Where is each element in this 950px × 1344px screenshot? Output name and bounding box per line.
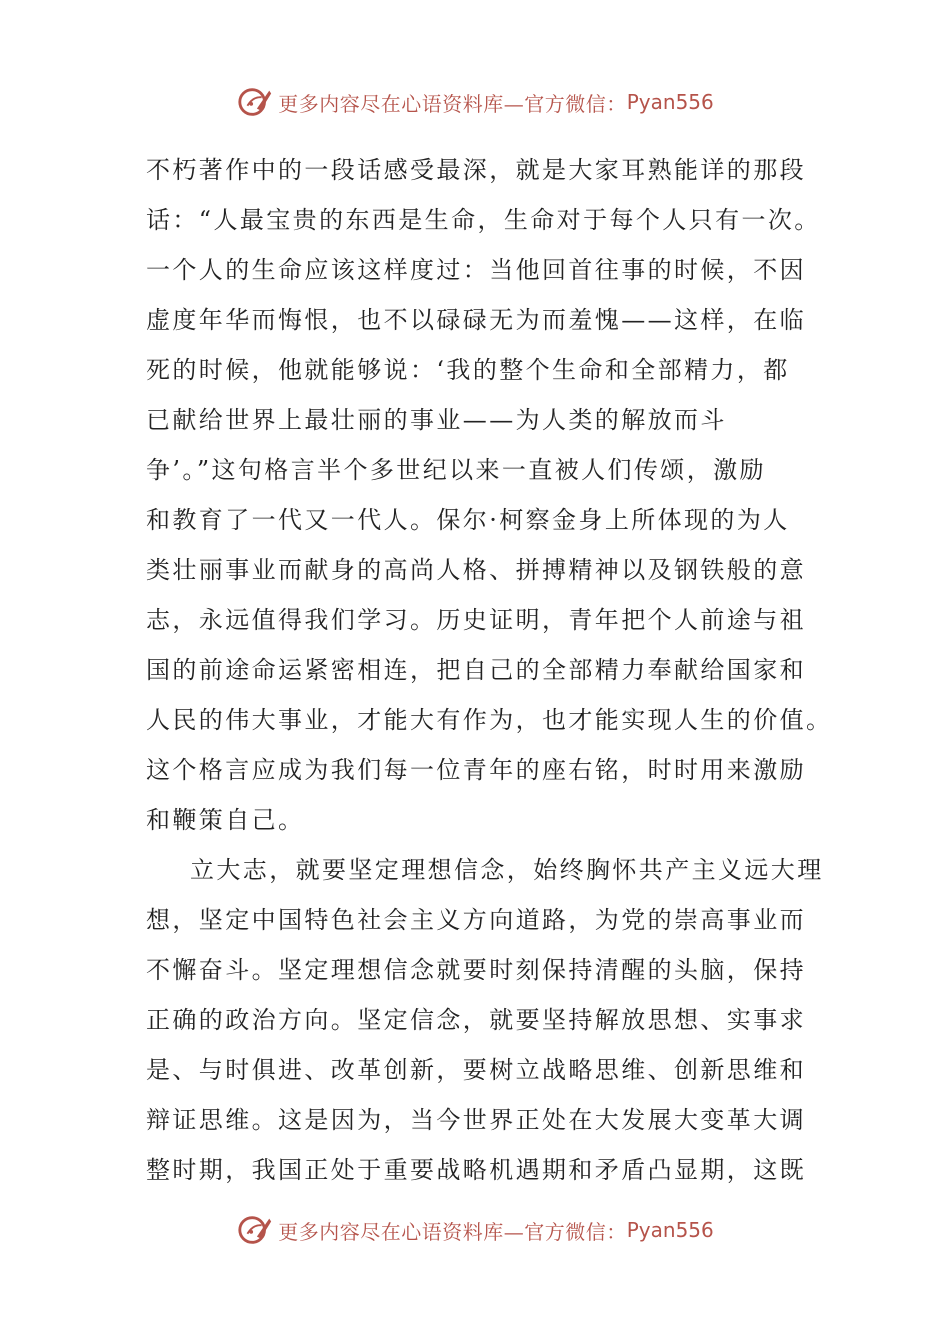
text-line: 死的时候，他就能够说：‘我的整个生命和全部精力，都 (146, 356, 790, 384)
document-body (146, 145, 833, 1195)
text-line: 不朽著作中的一段话感受最深，就是大家耳熟能详的那段 (146, 156, 806, 184)
text-line: 争’。”这句格言半个多世纪以来一直被人们传颂，激励 (146, 456, 766, 484)
banner-text: 更多内容尽在心语资料库—官方微信： (278, 91, 627, 116)
text-line: 已献给世界上最壮丽的事业——为人类的解放而斗 (146, 406, 727, 434)
text-line: 国的前途命运紧密相连，把自己的全部精力奉献给国家和 (146, 656, 806, 684)
text-line: 整时期，我国正处于重要战略机遇期和矛盾凸显期，这既 (146, 1156, 806, 1184)
header-banner (0, 80, 950, 124)
text-line: 正确的政治方向。坚定信念，就要坚持解放思想、实事求 (146, 1006, 806, 1034)
text-line: 不懈奋斗。坚定理想信念就要时刻保持清醒的头脑，保持 (146, 956, 806, 984)
text-line: 辩证思维。这是因为，当今世界正处在大发展大变革大调 (146, 1106, 806, 1134)
text-line: 和教育了一代又一代人。保尔·柯察金身上所体现的为人 (146, 506, 790, 534)
banner-wechat-handle: Pyan556 (626, 90, 714, 114)
text-line: 是、与时俱进、改革创新，要树立战略思维、创新思维和 (146, 1056, 806, 1084)
pen-nib-logo-icon (236, 83, 274, 121)
text-line: 类壮丽事业而献身的高尚人格、拼搏精神以及钢铁般的意 (146, 556, 806, 584)
text-line: 虚度年华而悔恨，也不以碌碌无为而羞愧——这样，在临 (146, 306, 806, 334)
banner-wechat-handle: Pyan556 (626, 1218, 714, 1242)
text-line: 志，永远值得我们学习。历史证明，青年把个人前途与祖 (146, 606, 806, 634)
text-line: 和鞭策自己。 (146, 806, 305, 834)
text-line: 想，坚定中国特色社会主义方向道路，为党的崇高事业而 (146, 906, 806, 934)
footer-banner (0, 1208, 950, 1252)
banner-text: 更多内容尽在心语资料库—官方微信： (278, 1219, 627, 1244)
text-line: 一个人的生命应该这样度过：当他回首往事的时候，不因 (146, 256, 806, 284)
text-line: 话：“人最宝贵的东西是生命，生命对于每个人只有一次。 (146, 206, 821, 234)
pen-nib-logo-icon (236, 1211, 274, 1249)
text-line: 人民的伟大事业，才能大有作为，也才能实现人生的价值。 (146, 706, 833, 734)
text-line: 这个格言应成为我们每一位青年的座右铭，时时用来激励 (146, 756, 806, 784)
paragraph-start-line: 立大志，就要坚定理想信念，始终胸怀共产主义远大理 (190, 856, 824, 884)
